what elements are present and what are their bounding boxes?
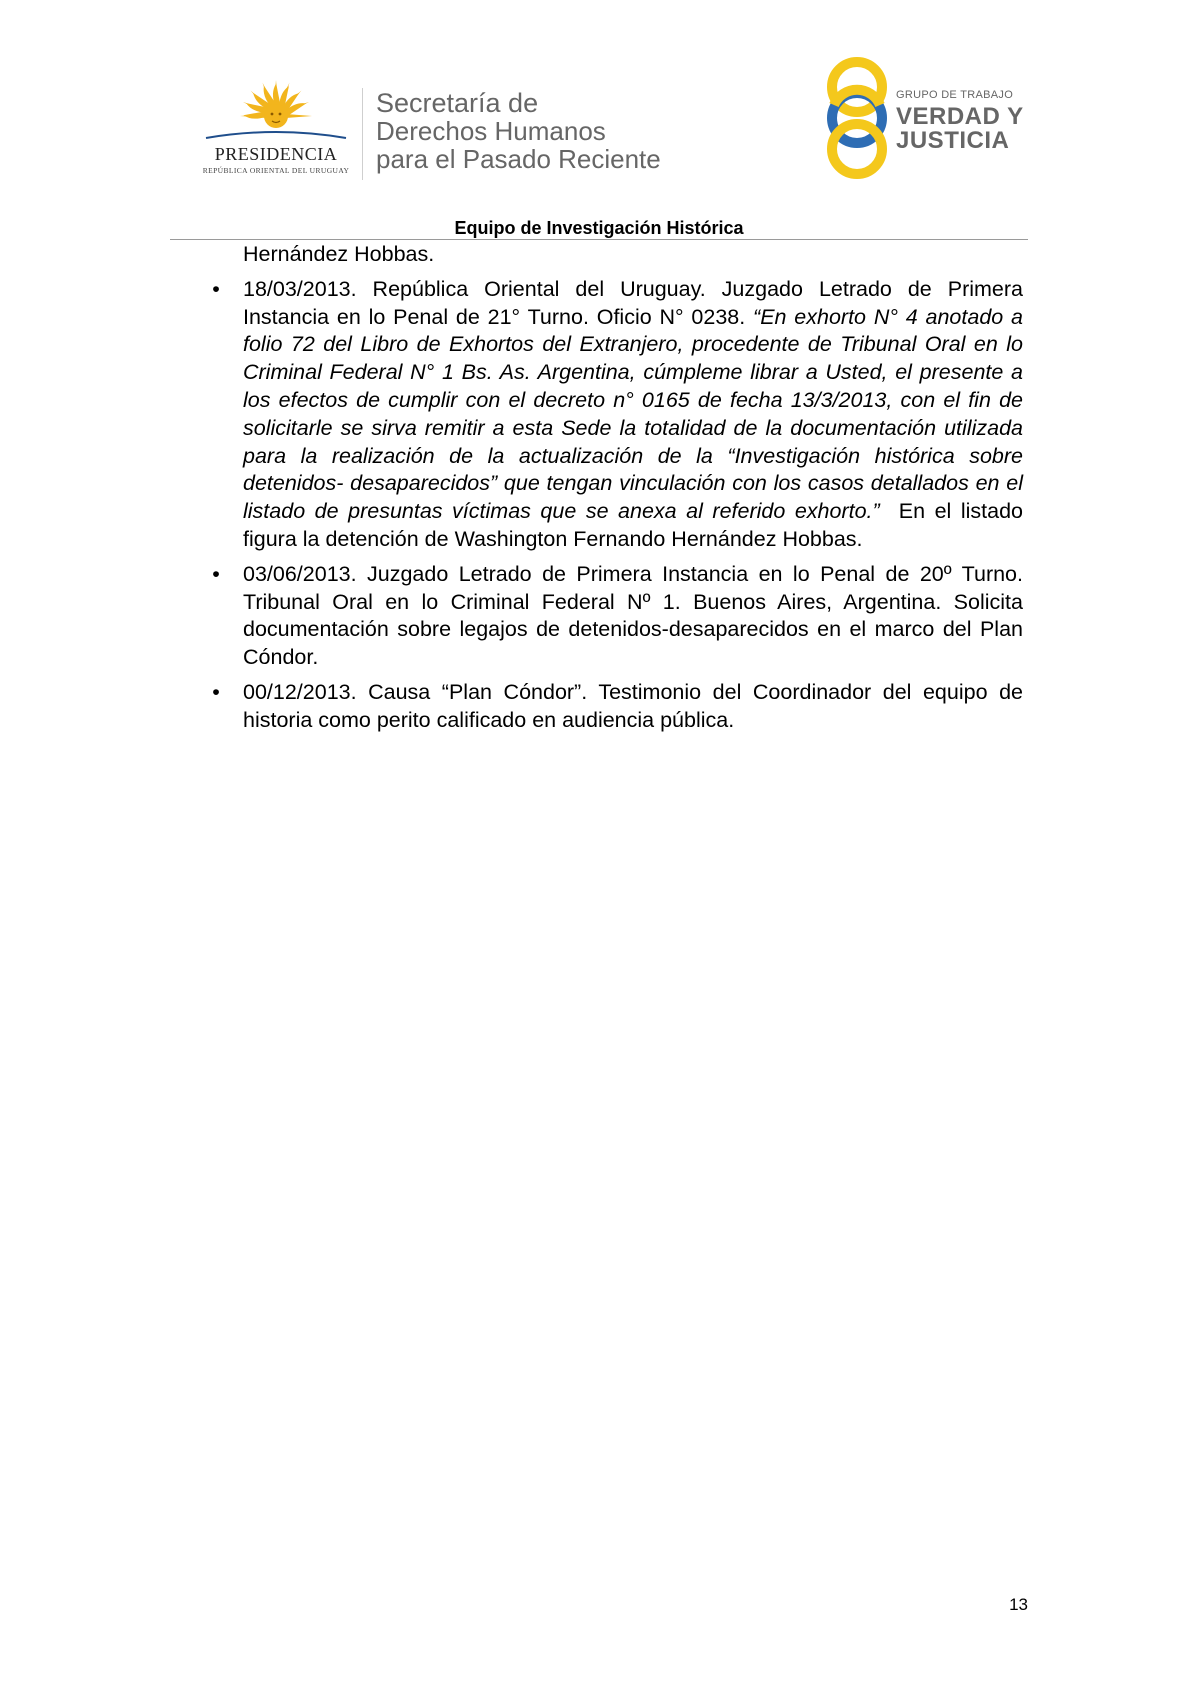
secretaria-line1: Secretaría de [376,88,539,118]
presidencia-logo [196,78,356,178]
bullet-icon: • [212,276,220,301]
presidencia-subtitle: REPÚBLICA ORIENTAL DEL URUGUAY [202,166,350,175]
secretaria-line2: Derechos Humanos [376,116,606,146]
page-number: 13 [1009,1595,1028,1614]
list-item [212,679,1023,735]
bullet-icon: • [212,561,220,586]
vyj-line3: JUSTICIA [896,127,1010,154]
document-body [212,241,1029,735]
sun-of-may-icon [196,78,356,144]
item-lead: 18/03/2013. República Oriental del Uruguay. Juzgado Letrado de Primera Instancia en lo Penal de 21° Turno. Oficio N° 0238. [243,276,1023,329]
event-list [212,276,1029,735]
list-item [212,561,1023,672]
secretaria-line3: para el Pasado Reciente [376,144,661,174]
secretaria-logo [376,90,661,173]
item-lead: 00/12/2013. Causa “Plan Cóndor”. Testimonio del Coordinador del equipo de historia como perito calificado en audiencia pública. [243,679,1023,732]
continuation-text: Hernández Hobbas. [243,242,435,266]
header-rule [170,239,1028,240]
page-header [0,0,1190,240]
vyj-top-line: GRUPO DE TRABAJO [896,89,1014,101]
presidencia-wordmark: PRESIDENCIA [214,144,338,164]
bullet-icon: • [212,679,220,704]
item-tail: En el listado figura la detención de Washington Fernando Hernández Hobbas. [243,499,1029,551]
item-lead: 03/06/2013. Juzgado Letrado de Primera Instancia en lo Penal de 20º Turno. Tribunal Oral en lo Criminal Federal Nº 1. Buenos Aires, Argentina. Solicita documentación sobre legajos de detenidos-desaparecidos en el marco del Plan Cóndor. [243,561,1023,670]
list-item [212,276,1029,554]
verdad-justicia-logo [822,55,1032,181]
interlocked-rings-icon [822,55,892,181]
vyj-line2: VERDAD Y [896,103,1024,130]
logo-divider [362,88,363,180]
team-title: Equipo de Investigación Histórica [454,218,744,238]
item-quote: “En exhorto N° 4 anotado a folio 72 del Libro de Exhortos del Extranjero, procedente de Tribunal Oral en lo Criminal Federal N° 1 Bs. As. Argentina, cúmpleme librar a Usted, el presente a los efectos de cumplir con el decreto n° 0165 de fecha 13/3/2013, con el fin de solicitarle se sirva remitir a esta Sede la totalidad de la documentación utilizada para la realización de la actualización de la “Investigación histórica sobre detenidos- desaparecidos” que tengan vinculación con los casos detallados en el listado de presuntas víctimas que se anexa al referido exhorto.” [243,304,1023,524]
